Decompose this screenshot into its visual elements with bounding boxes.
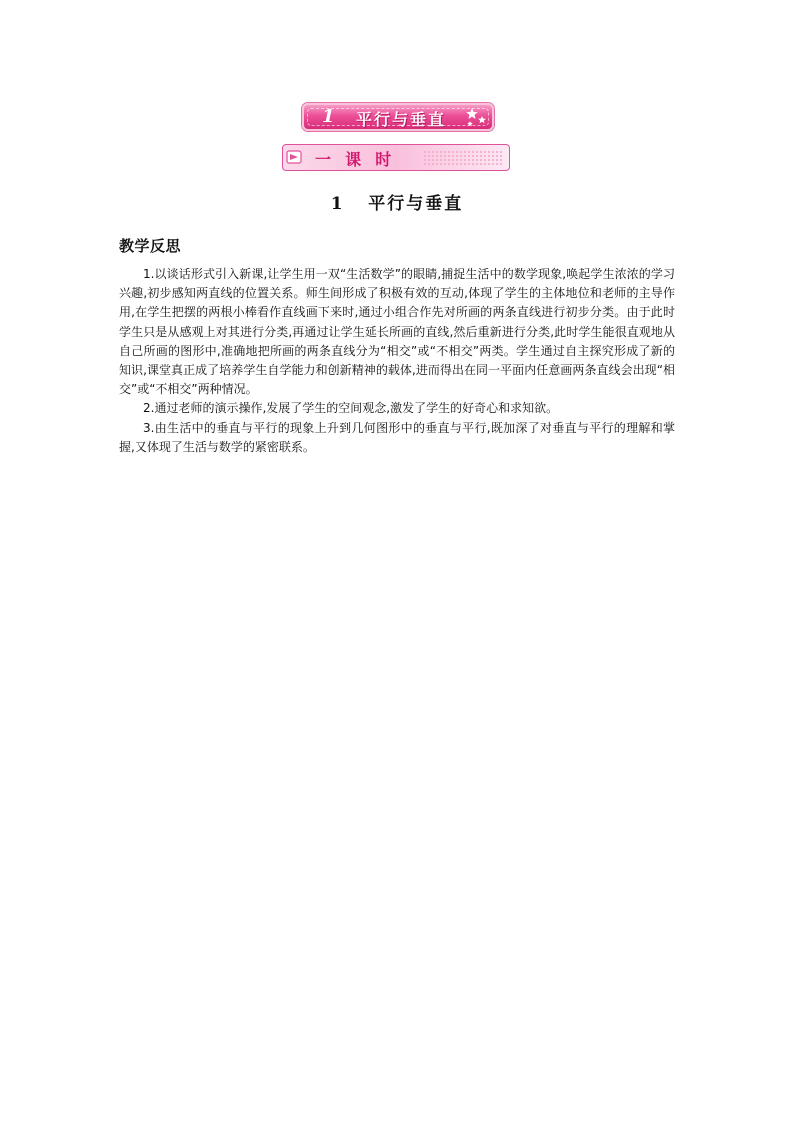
dot-pattern bbox=[423, 150, 503, 165]
ribbon-icon bbox=[286, 149, 302, 165]
paragraph: 3.由生活中的垂直与平行的现象上升到几何图形中的垂直与平行,既加深了对垂直与平行的理解和掌握,又体现了生活与数学的紧密联系。 bbox=[119, 420, 675, 454]
lesson-banner bbox=[282, 144, 510, 171]
paragraph: 1.以谈话形式引入新课,让学生用一双“生活数学”的眼睛,捕捉生活中的数学现象,唤起学生浓浓的学习兴趣,初步感知两直线的位置关系。师生间形成了积极有效的互动,体现了学生的主体地位和老师的主导作用,在学生把摆的两根小棒看作直线画下来时,通过小组合作先对所画的两条直线进行初步分类。由于此时学生只是从感观上对其进行分类,再通过让学生延长所画的直线,然后重新进行分类,此时学生能很直观地从自己所画的图形中,准确地把所画的两条直线分为“相交”或“不相交”两类。学生通过自主探究形成了新的知识,课堂真正成了培养学生自学能力和创新精神的载体,进而得出在同一平面内任意画两条直线会出现“相交”或“不相交”两种情况。 bbox=[119, 267, 675, 397]
paragraph: 2.通过老师的演示操作,发展了学生的空间观念,激发了学生的好奇心和求知欲。 bbox=[143, 401, 559, 416]
unit-number: 1 bbox=[322, 106, 335, 127]
unit-banner bbox=[302, 103, 494, 131]
unit-title: 平行与垂直 bbox=[356, 110, 447, 129]
page-title: 1 平行与垂直 bbox=[330, 194, 464, 214]
reflection-body bbox=[119, 265, 675, 457]
section-heading: 教学反思 bbox=[119, 237, 182, 255]
stars-icon bbox=[464, 107, 488, 129]
lesson-title: 一 课 时 bbox=[315, 150, 393, 169]
